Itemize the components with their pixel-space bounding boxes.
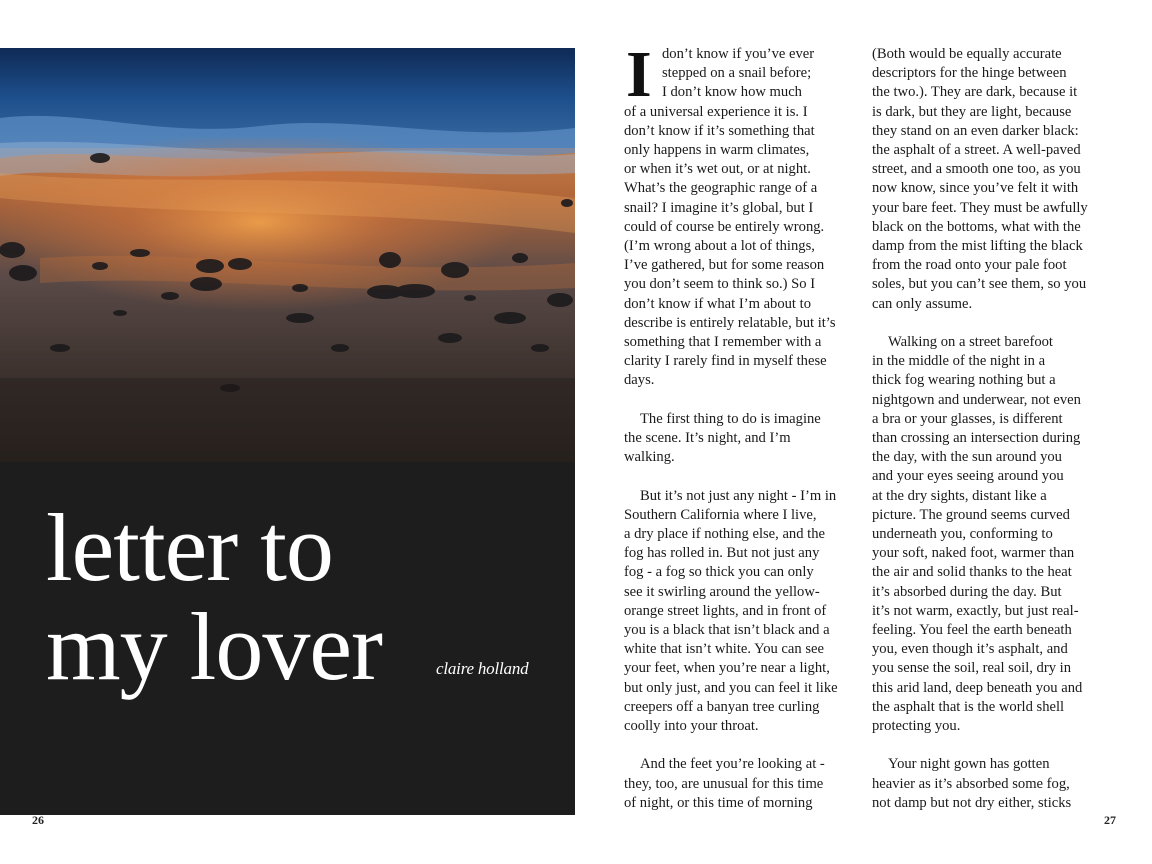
text-line: underneath you, conforming to [872, 526, 1053, 543]
text-line: days. [624, 372, 655, 389]
text-line: orange street lights, and in front of [624, 602, 827, 619]
text-line: What’s the geographic range of a [624, 180, 818, 197]
paragraph-gap [624, 736, 860, 755]
text-line: clarity I rarely find in myself these [624, 353, 827, 370]
title-block [0, 462, 575, 815]
text-line: soles, but you can’t see them, so you [872, 276, 1087, 293]
text-line: your bare feet. They must be awfully [872, 199, 1088, 216]
text-line: not damp but not dry either, sticks [872, 794, 1072, 811]
text-line: it’s not warm, exactly, but just real- [872, 602, 1079, 619]
text-line: the scene. It’s night, and I’m [624, 430, 791, 447]
text-line: walking. [624, 449, 675, 466]
text-line: damp from the mist lifting the black [872, 238, 1083, 255]
text-line: see it swirling around the yellow- [624, 583, 820, 600]
text-line: creepers off a banyan tree curling [624, 698, 820, 715]
author-byline: claire holland [436, 659, 529, 678]
text-line: but only just, and you can feel it like [624, 679, 838, 696]
text-line: don’t know if you’ve ever [662, 46, 815, 62]
text-line: Your night gown has gotten [888, 756, 1050, 773]
text-line: you don’t seem to think so.) So I [624, 276, 816, 293]
text-line: fog - a fog so thick you can only [624, 564, 814, 581]
text-line: could of course be entirely wrong. [624, 218, 825, 235]
text-line: you sense the soil, real soil, dry in [872, 660, 1072, 677]
text-line: the two.). They are dark, because it [872, 84, 1078, 101]
text-line: nightgown and underwear, not even [872, 391, 1081, 408]
text-line: stepped on a snail before; [662, 65, 812, 82]
text-line: Walking on a street barefoot [888, 334, 1053, 351]
text-line: a dry place if nothing else, and the [624, 526, 825, 543]
text-line: you is a black that isn’t black and a [624, 622, 830, 639]
text-line: snail? I imagine it’s global, but I [624, 199, 814, 216]
text-line: is dark, but they are light, because [872, 103, 1072, 120]
text-line: of night, or this time of morning [624, 794, 813, 811]
text-line: your soft, naked foot, warmer than [872, 545, 1075, 562]
text-line: thick fog wearing nothing but a [872, 372, 1056, 389]
text-line: only happens in warm climates, [624, 142, 810, 159]
title-line-2: my lover [46, 593, 382, 700]
text-line: something that I remember with a [624, 334, 822, 351]
article-title [46, 494, 382, 700]
text-line: street, and a smooth one too, as you [872, 161, 1081, 178]
page-number-right: 27 [1104, 813, 1116, 827]
text-line: Southern California where I live, [624, 506, 817, 523]
text-line: now know, since you’ve felt it with [872, 180, 1079, 197]
paragraph-gap [872, 314, 1108, 333]
text-line: describe is entirely relatable, but it’s [624, 314, 836, 331]
text-line: white that isn’t white. You can see [624, 641, 824, 658]
paragraph-gap [624, 391, 860, 410]
text-line: don’t know if what I’m about to [624, 295, 811, 312]
text-line: picture. The ground seems curved [872, 506, 1070, 523]
text-line: the asphalt of a street. A well-paved [872, 142, 1081, 159]
text-line: this arid land, deep beneath you and [872, 679, 1083, 696]
text-line: the asphalt that is the world shell [872, 698, 1065, 715]
text-line: black on the bottoms, what with the [872, 218, 1081, 235]
drop-cap: I [626, 38, 652, 111]
text-column-2 [872, 45, 1108, 813]
text-line: don’t know if it’s something that [624, 122, 815, 139]
text-line: it’s absorbed during the day. But [872, 583, 1062, 600]
text-line: than crossing an intersection during [872, 430, 1081, 447]
text-line: coolly into your throat. [624, 718, 759, 735]
text-line: they, too, are unusual for this time [624, 775, 824, 792]
text-line: heavier as it’s absorbed some fog, [872, 775, 1070, 792]
text-line: protecting you. [872, 718, 961, 735]
paragraph-gap [872, 736, 1108, 755]
text-line: The first thing to do is imagine [640, 410, 821, 427]
text-line: fog has rolled in. But not just any [624, 545, 820, 562]
text-line: from the road onto your pale foot [872, 257, 1067, 274]
text-line: the air and solid thanks to the heat [872, 564, 1072, 581]
text-line: a bra or your glasses, is different [872, 410, 1063, 427]
title-line-1: letter to [46, 494, 333, 601]
paragraph-gap [624, 467, 860, 486]
text-line: in the middle of the night in a [872, 353, 1046, 370]
text-line: And the feet you’re looking at - [640, 756, 825, 773]
text-line: I’ve gathered, but for some reason [624, 257, 825, 274]
text-line: I don’t know how much [662, 84, 802, 101]
text-line: feeling. You feel the earth beneath [872, 622, 1072, 639]
text-line: descriptors for the hinge between [872, 65, 1067, 82]
text-line: (I’m wrong about a lot of things, [624, 238, 815, 255]
text-line: your feet, when you’re near a light, [624, 660, 830, 677]
text-line: you, even though it’s asphalt, and [872, 641, 1068, 658]
text-line: they stand on an even darker black: [872, 122, 1079, 139]
text-line: can only assume. [872, 295, 973, 312]
text-line: at the dry sights, distant like a [872, 487, 1047, 504]
text-line: the day, with the sun around you [872, 449, 1062, 466]
text-line: of a universal experience it is. I [624, 103, 808, 120]
page-number-left: 26 [32, 813, 44, 827]
text-line: or when it’s wet out, or at night. [624, 161, 811, 178]
text-line: (Both would be equally accurate [872, 46, 1062, 62]
beach-sunset-photo [0, 48, 575, 463]
text-line: But it’s not just any night - I’m in [640, 487, 837, 504]
text-line: and your eyes seeing around you [872, 468, 1064, 485]
text-column-1 [624, 45, 860, 813]
